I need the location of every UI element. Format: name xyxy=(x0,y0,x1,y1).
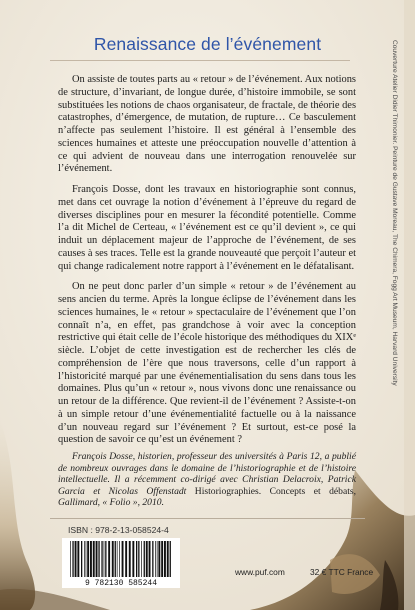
barcode-bar xyxy=(87,541,89,577)
barcode-bar xyxy=(158,541,160,577)
blurb-paragraph: On ne peut donc parler d’un simple « retour » de l’événement au sens ancien du terme. Après la longue éclipse de l’événement dans les sciences humaines, le « retour » spectaculaire de l’événement que l’on connaît n’a, en effet, pas grandchose à voir avec la conception restrictive qui était celle de l’école historique des méthodiques du XIXᵉ siècle. L’objet de cette investigation est de rechercher les clés de compréhension de l’ère que nous traversons, celle d’un rapport à l’historicité marqué par une événementialisation du sens dans tous les domaines. Plus qu’un « retour », nous vivons donc une renaissance ou un retour de la différence. Que revient-il de l’événement ? Assiste-t-on à un simple retour d’une événementialité factuelle ou à la naissance d’un nouveau regard sur l’événement ? Et surtout, est-ce posé la question de savoir ce qu’est un événement ? xyxy=(58,281,356,446)
barcode-bar xyxy=(96,541,98,577)
author-bio xyxy=(58,451,356,509)
barcode-bar xyxy=(161,541,163,577)
barcode-bar xyxy=(157,541,158,577)
barcode-bar xyxy=(138,541,139,577)
barcode-bar xyxy=(125,541,127,577)
barcode-bar xyxy=(149,541,151,577)
barcode-bar xyxy=(119,541,120,577)
footer-divider xyxy=(50,518,365,519)
barcode-bar xyxy=(129,541,131,577)
barcode-bar xyxy=(146,541,148,577)
barcode-bar xyxy=(112,541,114,577)
barcode-bar xyxy=(164,541,166,577)
title-divider xyxy=(50,60,350,61)
barcode-bar xyxy=(104,541,105,577)
barcode-bar xyxy=(90,541,92,577)
author-bio-text xyxy=(58,451,356,509)
barcode-bar xyxy=(132,541,134,577)
barcode-bar xyxy=(144,541,145,577)
barcode-bar xyxy=(108,541,110,577)
barcode-bar xyxy=(86,541,87,577)
price-label: 32 € TTC France xyxy=(310,567,374,577)
barcode-bar xyxy=(77,541,79,577)
barcode-bar xyxy=(70,541,71,577)
blurb xyxy=(58,74,356,455)
barcode-bar xyxy=(155,541,156,577)
barcode-bar xyxy=(152,541,153,577)
barcode-bar xyxy=(75,541,77,577)
barcode-bar xyxy=(98,541,99,577)
barcode-bar xyxy=(115,541,116,577)
barcode-bar xyxy=(122,541,124,577)
barcode-bar xyxy=(93,541,95,577)
barcode-bar xyxy=(81,541,82,577)
barcode-bar xyxy=(141,541,142,577)
blurb-paragraph: On assiste de toutes parts au « retour » de l’événement. Aux notions de structure, d’invariant, de longue durée, d’histoire immobile, se sont substituées les notions de chaos organisateur, de fractale, de théorie des catastrophes, d’émergence, de mutation, de rupture… Ce basculement n’affecte pas seulement l’histoire. Il est général à l’ensemble des sciences humaines et atteste une préoccupation nouvelle d’attention à ce qui advient de nouveau dans une interrogation renouvelée sur l’événement. xyxy=(58,74,356,175)
author-bio-italic: François Dosse, historien, professeur des universités à Paris 12, a publié de nombreux ouvrages dans le domaine de l’historiographie et de l’histoire intellectuelle. Il a récemment co-dirigé avec Christian Delacroix, Patrick Garcia et Nicolas Offenstadt xyxy=(58,451,356,497)
publisher-website: www.puf.com xyxy=(235,567,285,577)
isbn-label: ISBN : 978-2-13-058524-4 xyxy=(68,525,169,535)
barcode-bar xyxy=(72,541,73,577)
barcode-bar xyxy=(84,541,85,577)
book-title: Renaissance de l’événement xyxy=(93,34,322,54)
author-bio-publisher: Gallimard, « Folio », 2010. xyxy=(58,497,164,509)
barcode-bar xyxy=(136,541,137,577)
cover-credit: Couverture Atelier Didier Thimonier. Peinture de Gustave Moreau, The Chimera, Fogg Art Museum, Harvard University xyxy=(391,40,398,386)
barcode-bar xyxy=(117,541,118,577)
barcode-digits: 9 782130 585244 xyxy=(84,579,158,588)
barcode-bar xyxy=(170,541,171,577)
barcode-bar xyxy=(105,541,106,577)
barcode-bar xyxy=(101,541,102,577)
barcode xyxy=(62,538,180,588)
author-bio-book-title: Historiographies. Concepts et débats, xyxy=(186,485,356,497)
blurb-paragraph: François Dosse, dont les travaux en historiographie sont connus, met dans cet ouvrage la notion d’événement à l’épreuve du regard de diverses disciplines pour en mesurer la fécondité potentielle. Comme l’a dit Michel de Certeau, « l’événement est ce qu’il devient », ce qui induit un déplacement majeur de l’approche de l’événement, de ses causes à ses traces. Telle est la grande nouveauté que perçoit l’auteur et qui change radicalement notre rapport à l’événement en le défatalisant. xyxy=(58,184,356,272)
barcode-bar xyxy=(167,541,169,577)
